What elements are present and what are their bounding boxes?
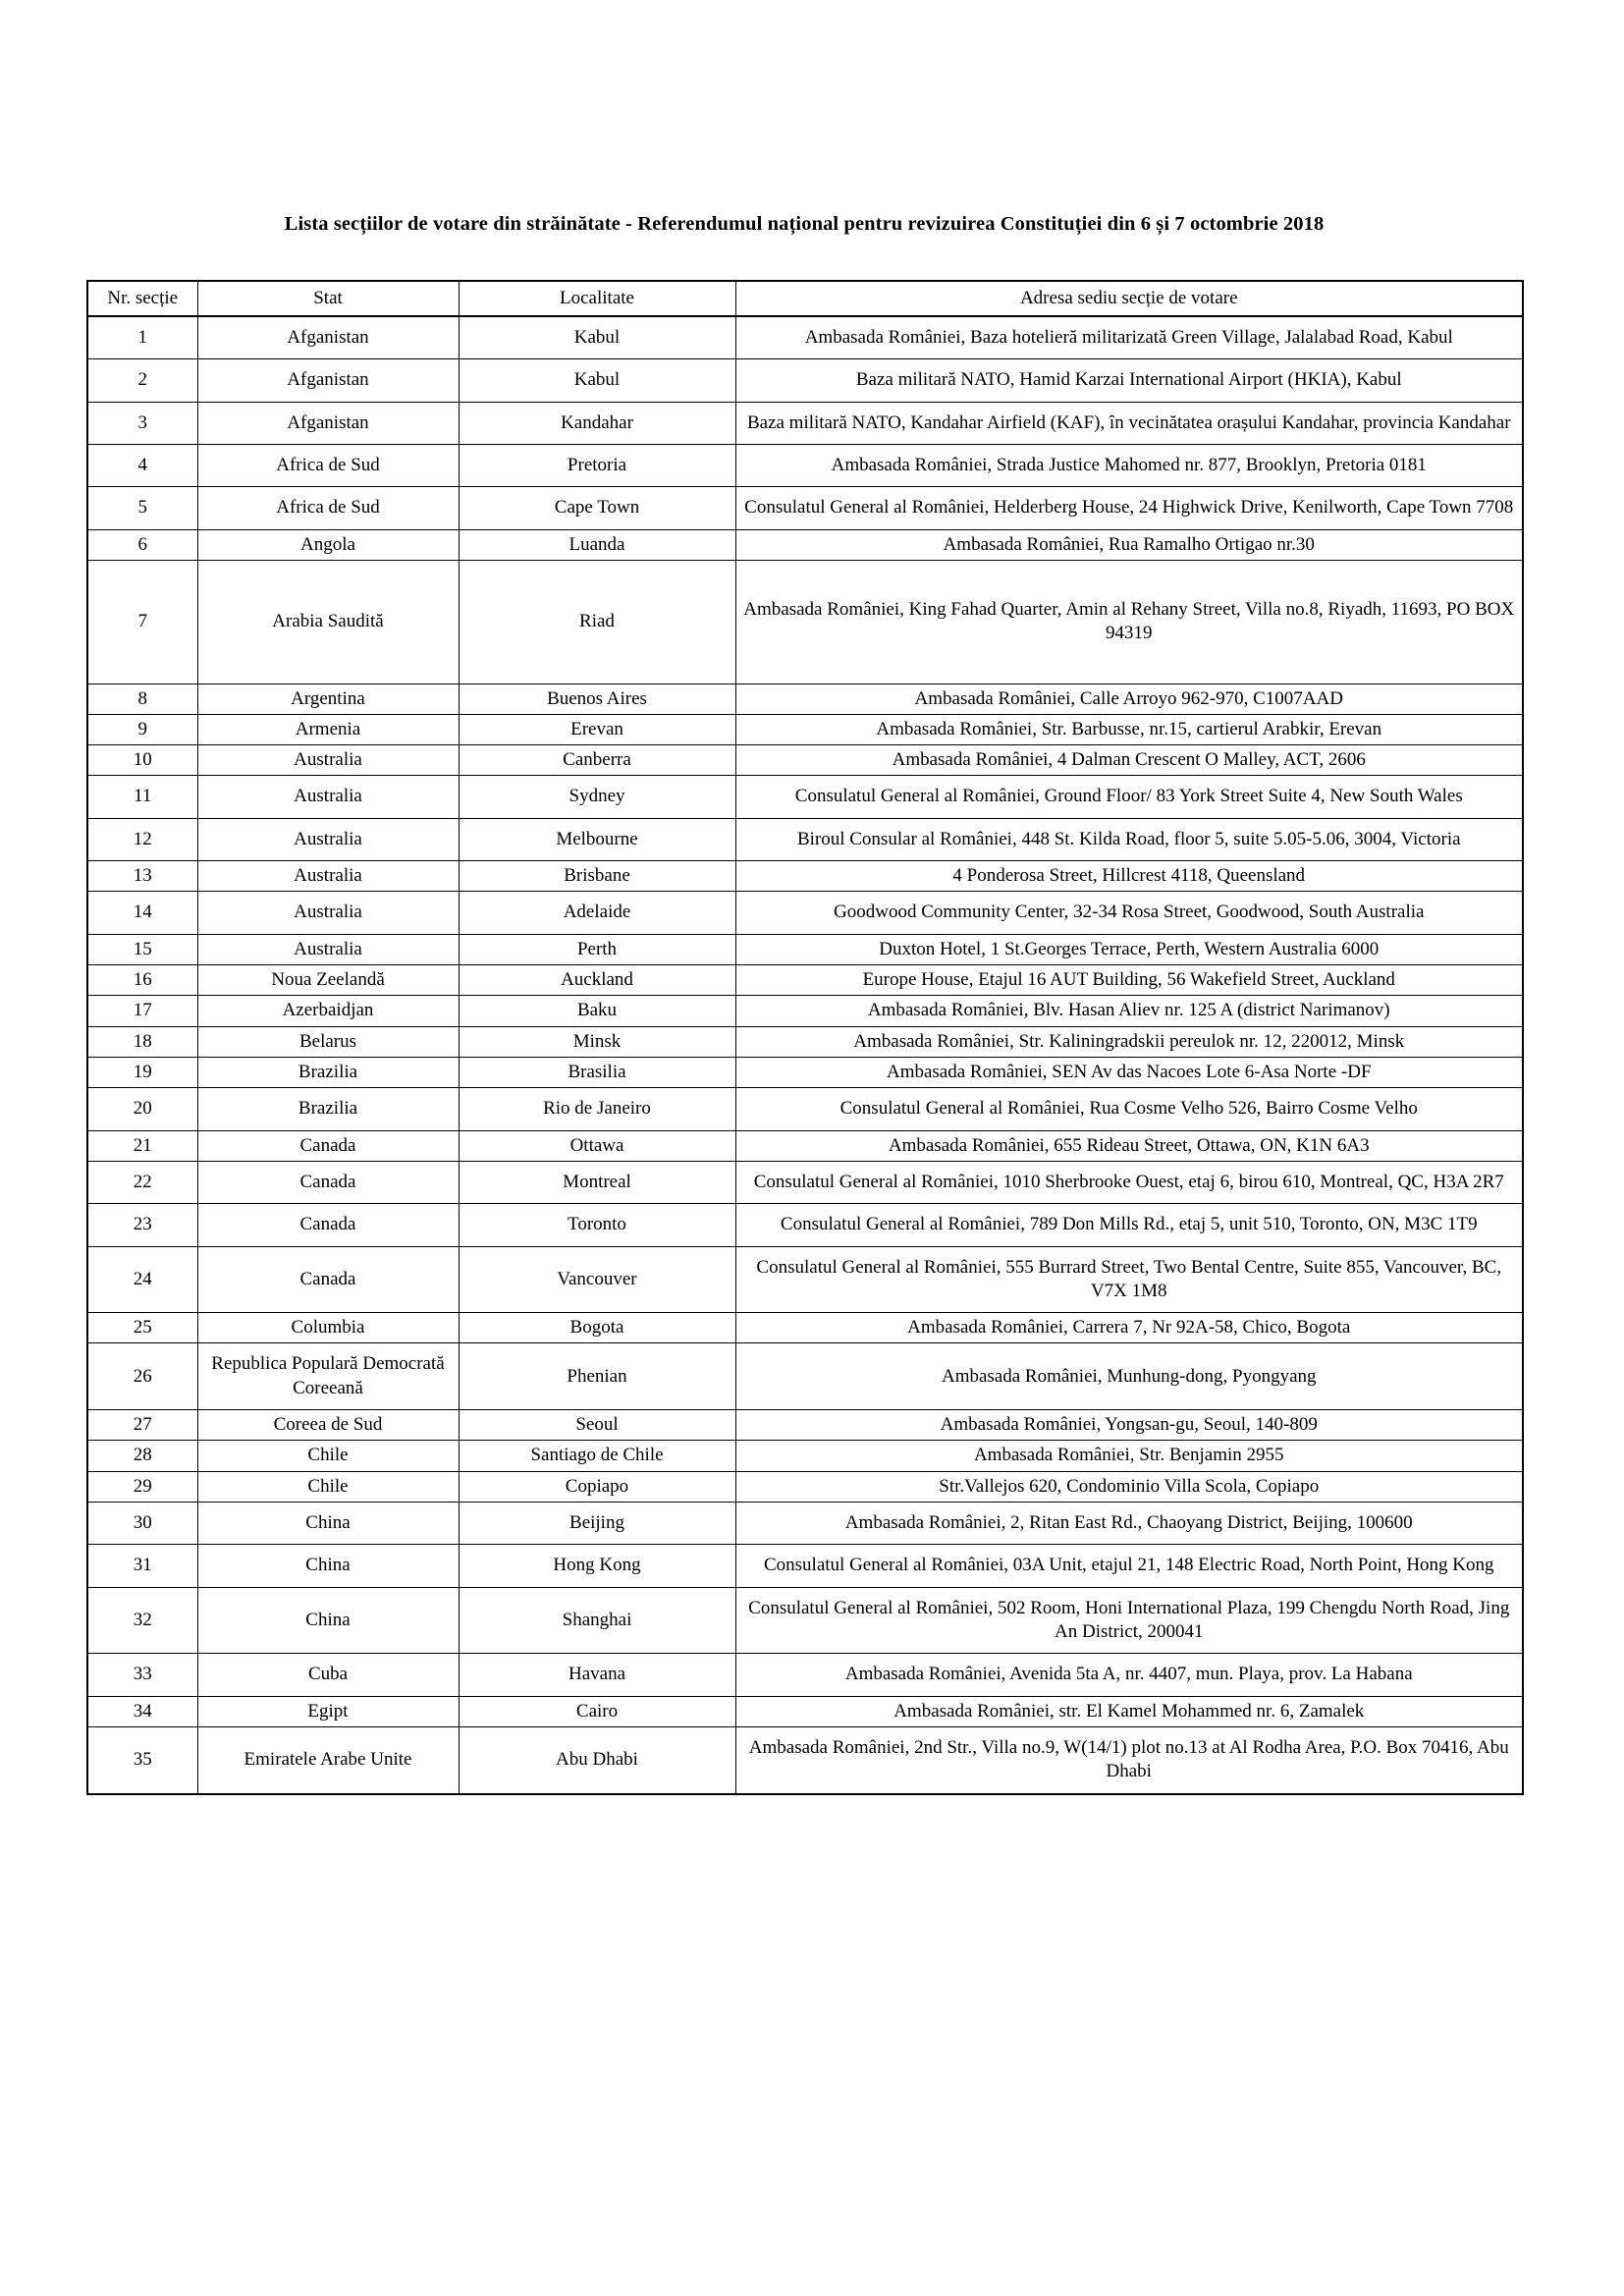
table-row bbox=[87, 487, 1523, 529]
table-row bbox=[87, 1726, 1523, 1793]
table-row bbox=[87, 1161, 1523, 1203]
cell-nr: 33 bbox=[87, 1654, 197, 1696]
table-row bbox=[87, 996, 1523, 1026]
cell-localitate: Rio de Janeiro bbox=[459, 1088, 735, 1130]
cell-adresa: Ambasada României, SEN Av das Nacoes Lote 6-Asa Norte -DF bbox=[735, 1057, 1523, 1087]
table-row bbox=[87, 1246, 1523, 1313]
cell-adresa: Baza militară NATO, Hamid Karzai International Airport (HKIA), Kabul bbox=[735, 359, 1523, 402]
table-row bbox=[87, 359, 1523, 402]
cell-stat: Australia bbox=[197, 861, 459, 892]
cell-stat: Australia bbox=[197, 934, 459, 964]
cell-adresa: Consulatul General al României, 1010 Sherbrooke Ouest, etaj 6, birou 610, Montreal, QC, H3A 2R7 bbox=[735, 1161, 1523, 1203]
table-row bbox=[87, 1204, 1523, 1246]
polling-stations-table-container bbox=[86, 280, 1522, 1795]
table-row bbox=[87, 1313, 1523, 1343]
table-row bbox=[87, 1471, 1523, 1502]
cell-localitate: Minsk bbox=[459, 1026, 735, 1057]
cell-adresa: Ambasada României, Avenida 5ta A, nr. 4407, mun. Playa, prov. La Habana bbox=[735, 1654, 1523, 1696]
cell-stat: Emiratele Arabe Unite bbox=[197, 1726, 459, 1793]
cell-adresa: Ambasada României, Yongsan-gu, Seoul, 140-809 bbox=[735, 1410, 1523, 1441]
cell-stat: Australia bbox=[197, 818, 459, 860]
cell-adresa: Ambasada României, Blv. Hasan Aliev nr. 125 A (district Narimanov) bbox=[735, 996, 1523, 1026]
cell-localitate: Copiapo bbox=[459, 1471, 735, 1502]
cell-localitate: Riad bbox=[459, 560, 735, 683]
cell-localitate: Canberra bbox=[459, 745, 735, 776]
table-row bbox=[87, 1343, 1523, 1410]
cell-adresa: Ambasada României, Str. Barbusse, nr.15, cartierul Arabkir, Erevan bbox=[735, 714, 1523, 744]
table-row bbox=[87, 861, 1523, 892]
cell-nr: 21 bbox=[87, 1130, 197, 1161]
cell-adresa: Ambasada României, 655 Rideau Street, Ottawa, ON, K1N 6A3 bbox=[735, 1130, 1523, 1161]
cell-adresa: Europe House, Etajul 16 AUT Building, 56 Wakefield Street, Auckland bbox=[735, 965, 1523, 996]
cell-nr: 11 bbox=[87, 776, 197, 818]
cell-stat: Chile bbox=[197, 1441, 459, 1471]
cell-nr: 30 bbox=[87, 1503, 197, 1545]
cell-nr: 4 bbox=[87, 444, 197, 486]
cell-adresa: Consulatul General al României, 789 Don Mills Rd., etaj 5, unit 510, Toronto, ON, M3C 1T9 bbox=[735, 1204, 1523, 1246]
table-row bbox=[87, 1088, 1523, 1130]
column-header-localitate: Localitate bbox=[459, 281, 735, 316]
cell-nr: 25 bbox=[87, 1313, 197, 1343]
cell-stat: Canada bbox=[197, 1204, 459, 1246]
cell-nr: 34 bbox=[87, 1696, 197, 1726]
cell-stat: Azerbaidjan bbox=[197, 996, 459, 1026]
table-body bbox=[87, 316, 1523, 1794]
cell-localitate: Brisbane bbox=[459, 861, 735, 892]
cell-stat: Afganistan bbox=[197, 316, 459, 359]
table-row bbox=[87, 965, 1523, 996]
cell-localitate: Santiago de Chile bbox=[459, 1441, 735, 1471]
cell-adresa: Biroul Consular al României, 448 St. Kilda Road, floor 5, suite 5.05-5.06, 3004, Victoria bbox=[735, 818, 1523, 860]
cell-nr: 16 bbox=[87, 965, 197, 996]
cell-localitate: Perth bbox=[459, 934, 735, 964]
cell-adresa: Ambasada României, Calle Arroyo 962-970, C1007AAD bbox=[735, 683, 1523, 714]
cell-stat: China bbox=[197, 1587, 459, 1654]
cell-localitate: Shanghai bbox=[459, 1587, 735, 1654]
table-row bbox=[87, 1026, 1523, 1057]
cell-adresa: Consulatul General al României, 555 Burrard Street, Two Bental Centre, Suite 855, Vancouver, BC, V7X 1M8 bbox=[735, 1246, 1523, 1313]
table-row bbox=[87, 892, 1523, 934]
table-row bbox=[87, 683, 1523, 714]
cell-localitate: Bogota bbox=[459, 1313, 735, 1343]
cell-nr: 32 bbox=[87, 1587, 197, 1654]
cell-stat: China bbox=[197, 1503, 459, 1545]
cell-nr: 8 bbox=[87, 683, 197, 714]
cell-stat: Angola bbox=[197, 529, 459, 560]
cell-stat: Canada bbox=[197, 1246, 459, 1313]
cell-localitate: Kabul bbox=[459, 316, 735, 359]
cell-stat: Republica Populară Democrată Coreeană bbox=[197, 1343, 459, 1410]
cell-localitate: Montreal bbox=[459, 1161, 735, 1203]
cell-adresa: Ambasada României, Rua Ramalho Ortigao nr.30 bbox=[735, 529, 1523, 560]
table-row bbox=[87, 560, 1523, 683]
page-title: Lista secțiilor de votare din străinătate - Referendumul național pentru revizuirea Constituției din 6 și 7 octombrie 2018 bbox=[284, 213, 1325, 235]
cell-localitate: Vancouver bbox=[459, 1246, 735, 1313]
cell-nr: 10 bbox=[87, 745, 197, 776]
cell-adresa: Ambasada României, 2, Ritan East Rd., Chaoyang District, Beijing, 100600 bbox=[735, 1503, 1523, 1545]
cell-adresa: Ambasada României, str. El Kamel Mohammed nr. 6, Zamalek bbox=[735, 1696, 1523, 1726]
table-row bbox=[87, 934, 1523, 964]
cell-nr: 27 bbox=[87, 1410, 197, 1441]
cell-nr: 9 bbox=[87, 714, 197, 744]
cell-adresa: Ambasada României, Str. Benjamin 2955 bbox=[735, 1441, 1523, 1471]
table-header bbox=[87, 281, 1523, 316]
cell-localitate: Phenian bbox=[459, 1343, 735, 1410]
cell-stat: Australia bbox=[197, 745, 459, 776]
cell-stat: Armenia bbox=[197, 714, 459, 744]
table-row bbox=[87, 1696, 1523, 1726]
cell-stat: Africa de Sud bbox=[197, 444, 459, 486]
cell-nr: 17 bbox=[87, 996, 197, 1026]
cell-stat: Brazilia bbox=[197, 1088, 459, 1130]
cell-nr: 15 bbox=[87, 934, 197, 964]
cell-nr: 20 bbox=[87, 1088, 197, 1130]
cell-nr: 29 bbox=[87, 1471, 197, 1502]
polling-stations-table bbox=[86, 280, 1524, 1795]
cell-nr: 23 bbox=[87, 1204, 197, 1246]
cell-localitate: Havana bbox=[459, 1654, 735, 1696]
cell-localitate: Abu Dhabi bbox=[459, 1726, 735, 1793]
table-row bbox=[87, 1545, 1523, 1587]
cell-nr: 22 bbox=[87, 1161, 197, 1203]
column-header-nr-sectie: Nr. secție bbox=[87, 281, 197, 316]
cell-adresa: Consulatul General al României, 03A Unit, etajul 21, 148 Electric Road, North Point, Hong Kong bbox=[735, 1545, 1523, 1587]
cell-stat: Argentina bbox=[197, 683, 459, 714]
cell-adresa: Ambasada României, 4 Dalman Crescent O Malley, ACT, 2606 bbox=[735, 745, 1523, 776]
column-header-adresa: Adresa sediu secție de votare bbox=[735, 281, 1523, 316]
cell-localitate: Brasilia bbox=[459, 1057, 735, 1087]
cell-nr: 18 bbox=[87, 1026, 197, 1057]
cell-nr: 12 bbox=[87, 818, 197, 860]
table-row bbox=[87, 1130, 1523, 1161]
cell-stat: Canada bbox=[197, 1130, 459, 1161]
cell-localitate: Kandahar bbox=[459, 402, 735, 444]
cell-adresa: 4 Ponderosa Street, Hillcrest 4118, Queensland bbox=[735, 861, 1523, 892]
cell-nr: 6 bbox=[87, 529, 197, 560]
cell-adresa: Consulatul General al României, Helderberg House, 24 Highwick Drive, Kenilworth, Cape Town 7708 bbox=[735, 487, 1523, 529]
cell-localitate: Seoul bbox=[459, 1410, 735, 1441]
cell-localitate: Baku bbox=[459, 996, 735, 1026]
cell-localitate: Buenos Aires bbox=[459, 683, 735, 714]
cell-stat: Canada bbox=[197, 1161, 459, 1203]
cell-nr: 24 bbox=[87, 1246, 197, 1313]
cell-nr: 28 bbox=[87, 1441, 197, 1471]
cell-adresa: Ambasada României, Baza hotelieră militarizată Green Village, Jalalabad Road, Kabul bbox=[735, 316, 1523, 359]
table-row bbox=[87, 1654, 1523, 1696]
table-row bbox=[87, 1057, 1523, 1087]
cell-localitate: Melbourne bbox=[459, 818, 735, 860]
cell-stat: Australia bbox=[197, 776, 459, 818]
cell-localitate: Adelaide bbox=[459, 892, 735, 934]
table-header-row bbox=[87, 281, 1523, 316]
cell-localitate: Cape Town bbox=[459, 487, 735, 529]
cell-adresa: Str.Vallejos 620, Condominio Villa Scola, Copiapo bbox=[735, 1471, 1523, 1502]
cell-adresa: Ambasada României, King Fahad Quarter, Amin al Rehany Street, Villa no.8, Riyadh, 11693, PO BOX 94319 bbox=[735, 560, 1523, 683]
cell-localitate: Beijing bbox=[459, 1503, 735, 1545]
cell-nr: 31 bbox=[87, 1545, 197, 1587]
cell-localitate: Sydney bbox=[459, 776, 735, 818]
cell-adresa: Ambasada României, Strada Justice Mahomed nr. 877, Brooklyn, Pretoria 0181 bbox=[735, 444, 1523, 486]
table-row bbox=[87, 316, 1523, 359]
cell-stat: Coreea de Sud bbox=[197, 1410, 459, 1441]
cell-adresa: Consulatul General al României, Ground Floor/ 83 York Street Suite 4, New South Wales bbox=[735, 776, 1523, 818]
table-row bbox=[87, 714, 1523, 744]
table-row bbox=[87, 745, 1523, 776]
cell-adresa: Consulatul General al României, 502 Room, Honi International Plaza, 199 Chengdu North Road, Jing An District, 200041 bbox=[735, 1587, 1523, 1654]
cell-stat: Australia bbox=[197, 892, 459, 934]
table-row bbox=[87, 1587, 1523, 1654]
cell-stat: Chile bbox=[197, 1471, 459, 1502]
cell-nr: 13 bbox=[87, 861, 197, 892]
table-row bbox=[87, 1441, 1523, 1471]
cell-stat: Belarus bbox=[197, 1026, 459, 1057]
table-row bbox=[87, 776, 1523, 818]
cell-nr: 14 bbox=[87, 892, 197, 934]
cell-stat: Columbia bbox=[197, 1313, 459, 1343]
cell-stat: Noua Zeelandă bbox=[197, 965, 459, 996]
cell-localitate: Cairo bbox=[459, 1696, 735, 1726]
cell-localitate: Hong Kong bbox=[459, 1545, 735, 1587]
cell-adresa: Ambasada României, 2nd Str., Villa no.9, W(14/1) plot no.13 at Al Rodha Area, P.O. Box 70416, Abu Dhabi bbox=[735, 1726, 1523, 1793]
cell-nr: 26 bbox=[87, 1343, 197, 1410]
cell-stat: Africa de Sud bbox=[197, 487, 459, 529]
cell-stat: Arabia Saudită bbox=[197, 560, 459, 683]
cell-adresa: Ambasada României, Carrera 7, Nr 92A-58, Chico, Bogota bbox=[735, 1313, 1523, 1343]
cell-localitate: Erevan bbox=[459, 714, 735, 744]
cell-nr: 19 bbox=[87, 1057, 197, 1087]
cell-nr: 35 bbox=[87, 1726, 197, 1793]
table-row bbox=[87, 1503, 1523, 1545]
cell-localitate: Ottawa bbox=[459, 1130, 735, 1161]
cell-stat: Egipt bbox=[197, 1696, 459, 1726]
cell-stat: Cuba bbox=[197, 1654, 459, 1696]
cell-stat: Brazilia bbox=[197, 1057, 459, 1087]
cell-localitate: Auckland bbox=[459, 965, 735, 996]
cell-adresa: Goodwood Community Center, 32-34 Rosa Street, Goodwood, South Australia bbox=[735, 892, 1523, 934]
cell-stat: China bbox=[197, 1545, 459, 1587]
table-row bbox=[87, 529, 1523, 560]
cell-nr: 1 bbox=[87, 316, 197, 359]
cell-adresa: Consulatul General al României, Rua Cosme Velho 526, Bairro Cosme Velho bbox=[735, 1088, 1523, 1130]
cell-adresa: Duxton Hotel, 1 St.Georges Terrace, Perth, Western Australia 6000 bbox=[735, 934, 1523, 964]
table-row bbox=[87, 402, 1523, 444]
cell-localitate: Kabul bbox=[459, 359, 735, 402]
cell-adresa: Baza militară NATO, Kandahar Airfield (KAF), în vecinătatea orașului Kandahar, provincia Kandahar bbox=[735, 402, 1523, 444]
table-row bbox=[87, 444, 1523, 486]
cell-stat: Afganistan bbox=[197, 359, 459, 402]
cell-nr: 7 bbox=[87, 560, 197, 683]
column-header-stat: Stat bbox=[197, 281, 459, 316]
cell-adresa: Ambasada României, Munhung-dong, Pyongyang bbox=[735, 1343, 1523, 1410]
cell-stat: Afganistan bbox=[197, 402, 459, 444]
table-row bbox=[87, 818, 1523, 860]
cell-nr: 3 bbox=[87, 402, 197, 444]
cell-adresa: Ambasada României, Str. Kaliningradskii pereulok nr. 12, 220012, Minsk bbox=[735, 1026, 1523, 1057]
cell-nr: 2 bbox=[87, 359, 197, 402]
table-row bbox=[87, 1410, 1523, 1441]
cell-nr: 5 bbox=[87, 487, 197, 529]
cell-localitate: Pretoria bbox=[459, 444, 735, 486]
cell-localitate: Luanda bbox=[459, 529, 735, 560]
cell-localitate: Toronto bbox=[459, 1204, 735, 1246]
